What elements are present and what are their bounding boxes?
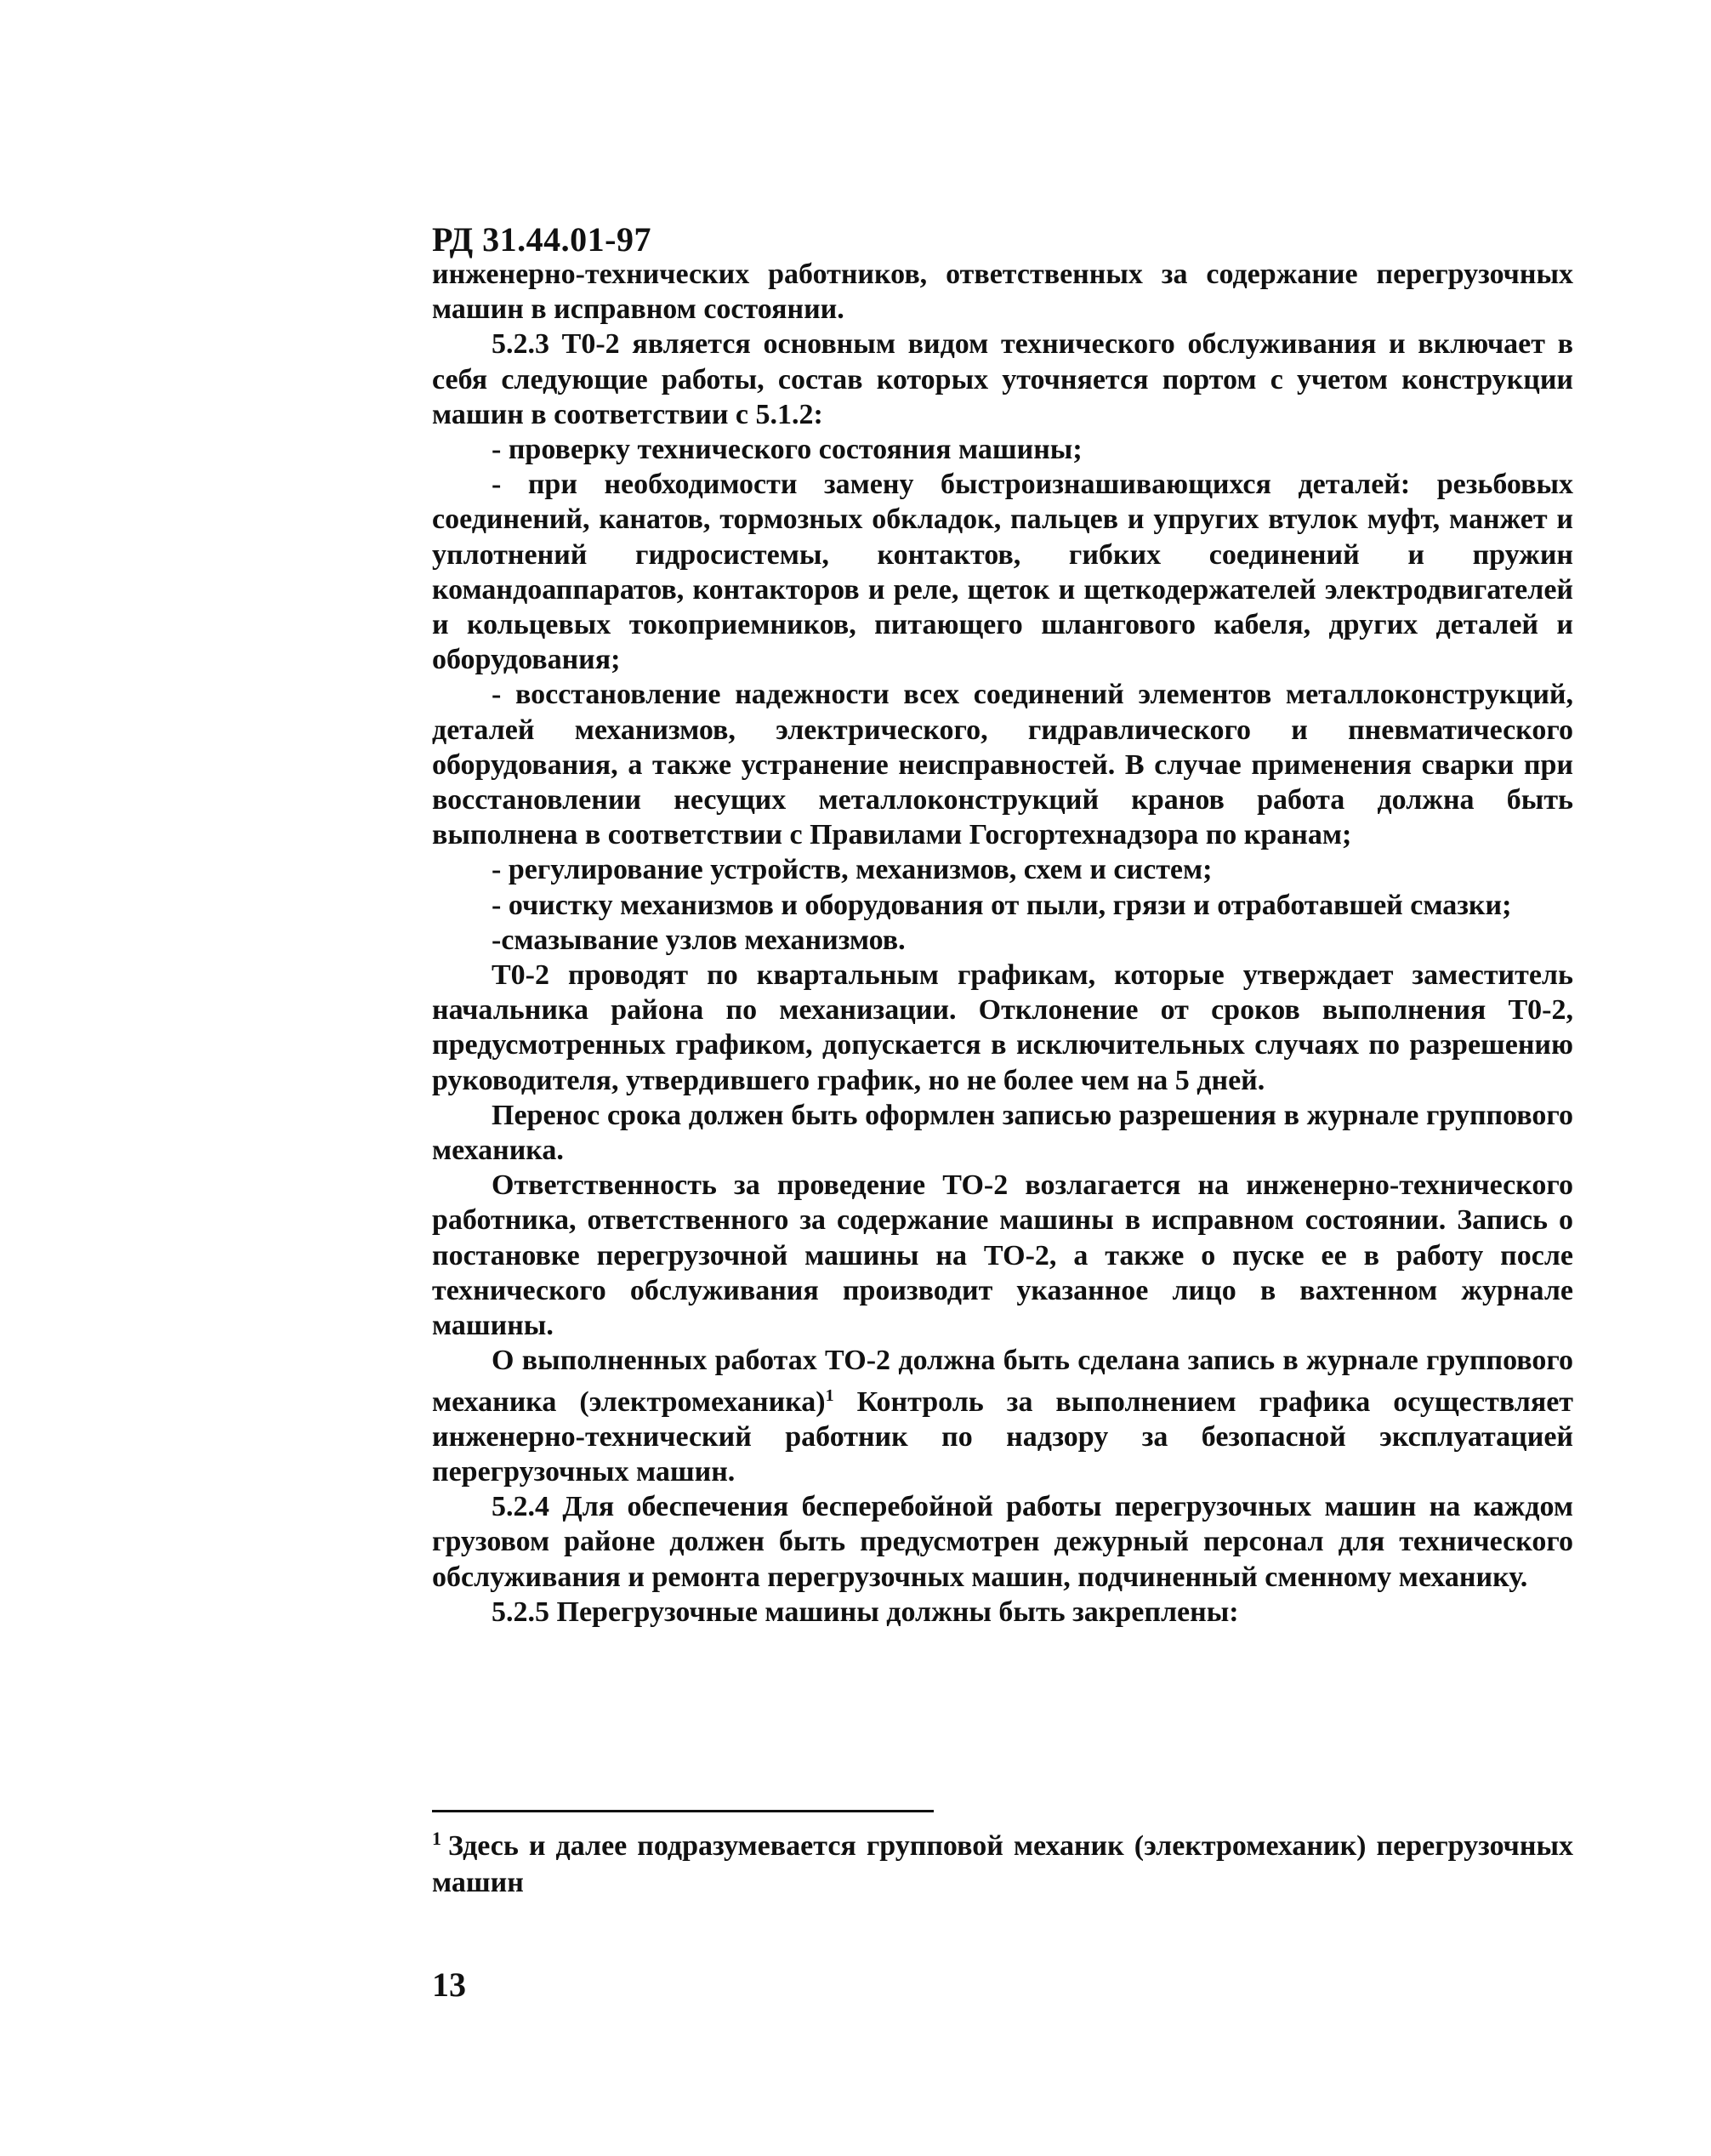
- paragraph-3: - проверку технического состояния машины;: [492, 434, 1083, 466]
- page-number: 13: [432, 1965, 466, 2004]
- paragraph-9: Т0-2 проводят по квартальным графикам, которые утверждает заместитель начальника района по механизации. Отклонение от сроков выполнения Т0-2, предусмотренных графиком, допускается в исключительных случаях по разрешению руководителя, утвердившего график, но не более чем на 5 дней.: [432, 959, 1573, 1096]
- document-body: [432, 257, 1573, 1630]
- paragraph-13: 5.2.4 Для обеспечения бесперебойной работы перегрузочных машин на каждом грузовом районе должен быть предусмотрен дежурный персонал для технического обслуживания и ремонта перегрузочных машин, подчиненный сменному механику.: [432, 1491, 1573, 1593]
- footnote-text: Здесь и далее подразумевается групповой механик (электромеханик) перегрузочных машин: [432, 1830, 1573, 1898]
- paragraph-10: Перенос срока должен быть оформлен записью разрешения в журнале группового механика.: [432, 1099, 1573, 1167]
- paragraph-12-tail: Контроль за выполнением графика осуществляет инженерно-технический работник по надзору за безопасной эксплуатацией перегрузочных машин.: [432, 1385, 1574, 1488]
- footnote-reference: 1: [825, 1385, 834, 1405]
- footnote-divider: [432, 1810, 934, 1812]
- paragraph-12: [432, 1343, 1573, 1489]
- paragraph-6: - регулирование устройств, механизмов, схем и систем;: [492, 854, 1213, 886]
- paragraph-7: - очистку механизмов и оборудования от пыли, грязи и отработавшей смазки;: [492, 889, 1512, 921]
- paragraph-8: -смазывание узлов механизмов.: [492, 924, 906, 956]
- paragraph-12-text: О выполненных работах ТО-2 должна быть сделана запись в журнале группового механика (электромеханика): [432, 1345, 1573, 1418]
- paragraph-5: - восстановление надежности всех соединений элементов металлоконструкций, деталей механизмов, электрического, гидравлического и пневматического оборудования, а также устранение неисправностей. В случае применения сварки при восстановлении несущих металлоконструкций кранов работа должна быть выполнена в соответствии с Правилами Госгортехнадзора по кранам;: [432, 679, 1573, 851]
- paragraph-14: 5.2.5 Перегрузочные машины должны быть закреплены:: [492, 1596, 1239, 1628]
- paragraph-1: инженерно-технических работников, ответственных за содержание перегрузочных машин в исправном состоянии.: [432, 259, 1573, 326]
- document-header: РД 31.44.01-97: [432, 220, 651, 259]
- paragraph-11: Ответственность за проведение ТО-2 возлагается на инженерно-технического работника, ответственного за содержание машины в исправном состоянии. Запись о постановке перегрузочной машины на ТО-2, а также о пуске ее в работу после технического обслуживания производит указанное лицо в вахтенном журнале машины.: [432, 1169, 1573, 1342]
- footnote: [432, 1820, 1573, 1901]
- paragraph-4: - при необходимости замену быстроизнашивающихся деталей: резьбовых соединений, канатов, тормозных обкладок, пальцев и упругих втулок муфт, манжет и уплотнений гидросистемы, контактов, гибких соединений и пружин командоаппаратов, контакторов и реле, щеток и щеткодержателей электродвигателей и кольцевых токоприемников, питающего шлангового кабеля, других деталей и оборудования;: [432, 469, 1573, 676]
- footnote-mark: 1: [432, 1828, 441, 1849]
- paragraph-2: 5.2.3 Т0-2 является основным видом технического обслуживания и включает в себя следующие работы, состав которых уточняется портом с учетом конструкции машин в соответствии с 5.1.2:: [432, 328, 1573, 430]
